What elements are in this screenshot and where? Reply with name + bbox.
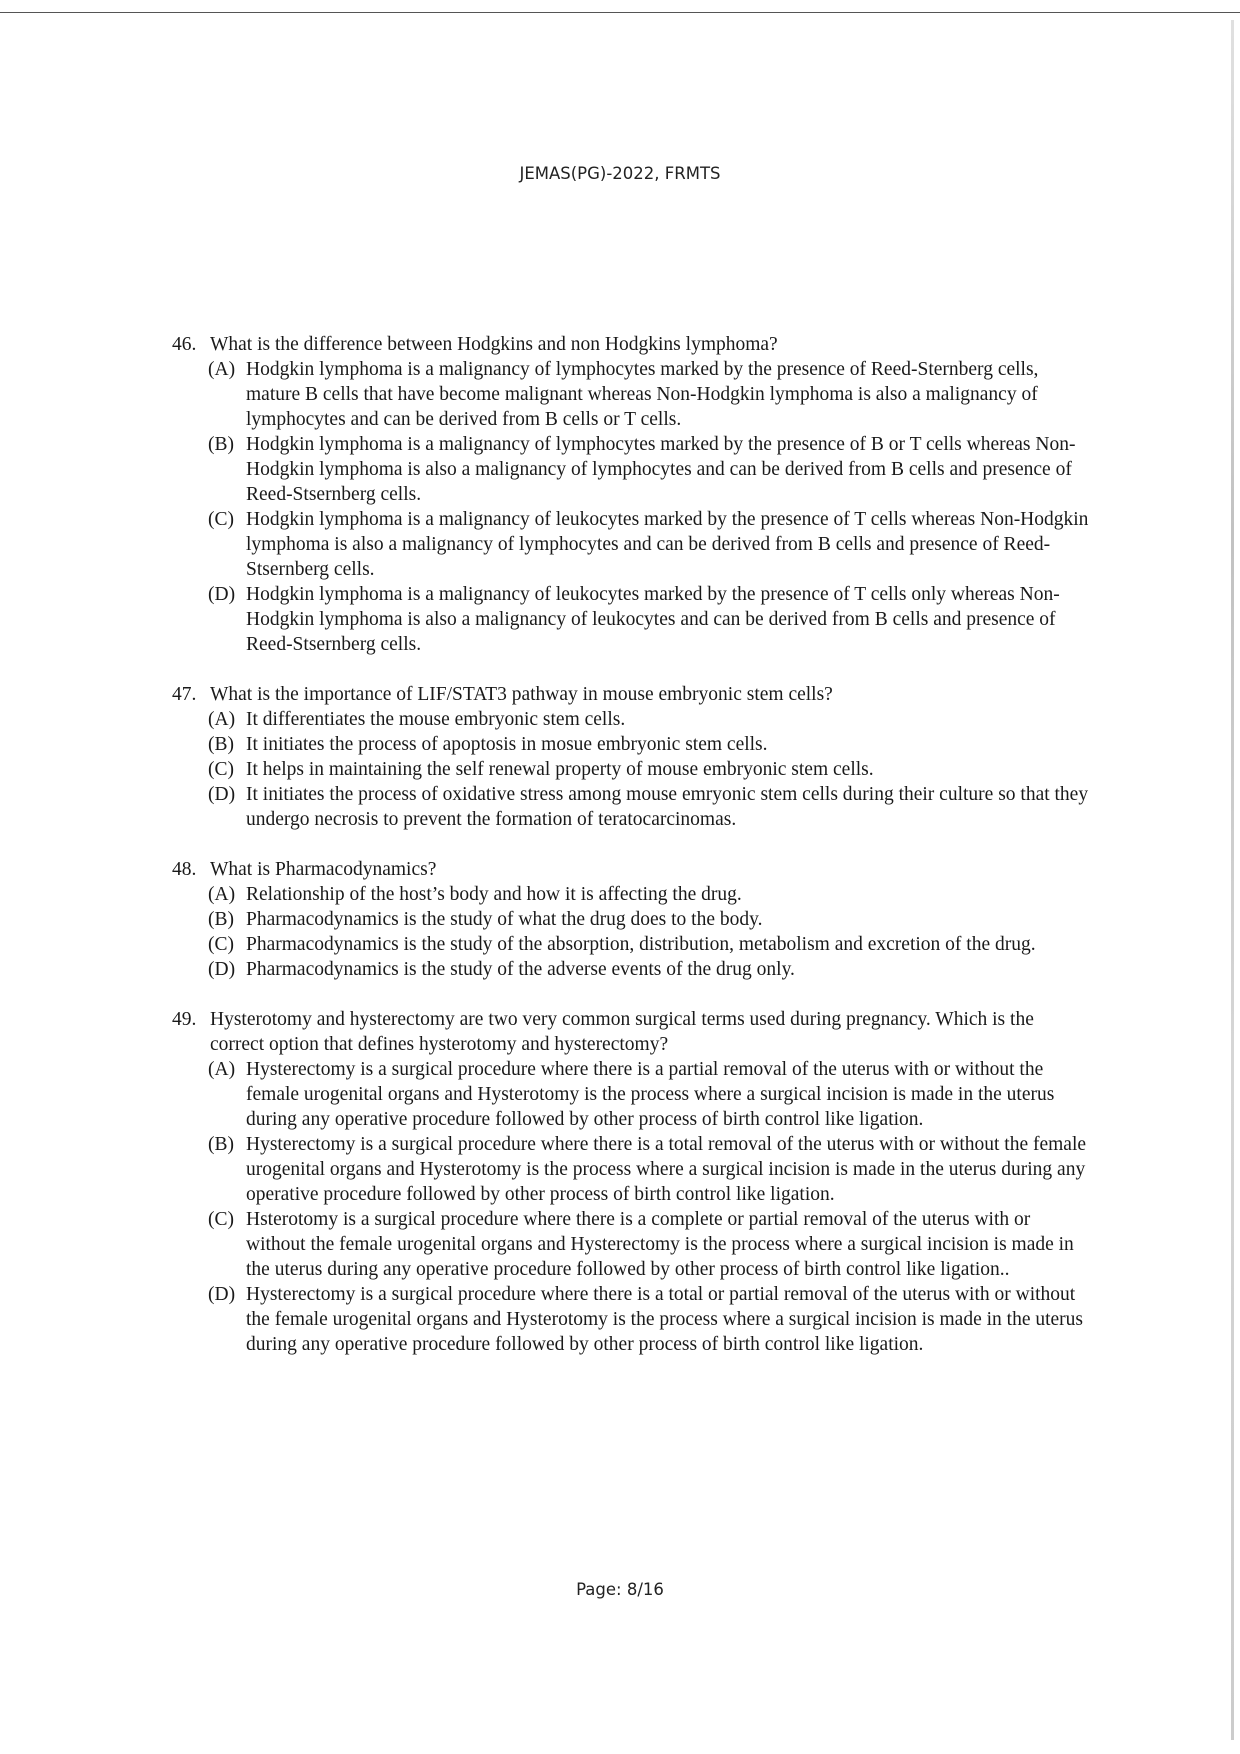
page-number: Page: 8/16 [576,1580,664,1599]
option-list [208,707,1092,832]
option-text: Pharmacodynamics is the study of the absorption, distribution, metabolism and excretion of the drug. [246,934,1036,955]
option-a [208,882,1092,907]
question-46 [172,332,1092,657]
option-b [208,1132,1092,1207]
option-c [208,932,1092,957]
question-number: 48. [172,859,197,880]
option-label: (B) [208,734,234,755]
scan-right-edge [1231,20,1234,1740]
option-c [208,757,1092,782]
option-list [208,882,1092,982]
option-text: Hsterotomy is a surgical procedure where there is a complete or partial removal of the uterus with or without the female urogenital organs and Hysterectomy is the process where a surgical incision is made in the uterus during any operative procedure followed by other process of birth control like ligation.. [246,1209,1074,1280]
option-label: (A) [208,884,236,905]
option-label: (A) [208,1059,236,1080]
option-text: Pharmacodynamics is the study of what the drug does to the body. [246,909,763,930]
option-b [208,907,1092,932]
option-label: (D) [208,1284,236,1305]
question-text: What is Pharmacodynamics? [210,859,437,880]
page-header: JEMAS(PG)-2022, FRMTS [519,164,721,183]
option-text: Pharmacodynamics is the study of the adverse events of the drug only. [246,959,795,980]
option-text: Hysterectomy is a surgical procedure where there is a total removal of the uterus with or without the female urogenital organs and Hysterotomy is the process where a surgical incision is made in the uterus during any operative procedure followed by other process of birth control like ligation. [246,1134,1087,1205]
question-stem [172,857,1092,882]
option-text: Hodgkin lymphoma is a malignancy of lymphocytes marked by the presence of B or T cells whereas Non-Hodgkin lymphoma is also a malignancy of lymphocytes and can be derived from B cells and presence of Reed-Stsernberg cells. [246,434,1076,505]
option-a [208,357,1092,432]
question-number: 47. [172,684,197,705]
option-d [208,582,1092,657]
question-48 [172,857,1092,982]
option-text: It initiates the process of oxidative stress among mouse emryonic stem cells during their culture so that they undergo necrosis to prevent the formation of teratocarcinomas. [246,784,1089,830]
option-label: (C) [208,759,234,780]
option-text: Relationship of the host’s body and how it is affecting the drug. [246,884,742,905]
question-47 [172,682,1092,832]
option-label: (B) [208,1134,234,1155]
option-text: Hysterectomy is a surgical procedure where there is a partial removal of the uterus with or without the female urogenital organs and Hysterotomy is the process where a surgical incision is made in the uterus during any operative procedure followed by other process of birth control like ligation. [246,1059,1055,1130]
question-text: Hysterotomy and hysterectomy are two very common surgical terms used during pregnancy. Which is the correct option that defines hysterotomy and hysterectomy? [210,1009,1034,1055]
question-number: 49. [172,1009,197,1030]
option-text: It initiates the process of apoptosis in mosue embryonic stem cells. [246,734,768,755]
question-stem [172,332,1092,357]
option-b [208,732,1092,757]
option-text: Hodgkin lymphoma is a malignancy of leukocytes marked by the presence of T cells only whereas Non-Hodgkin lymphoma is also a malignancy of leukocytes and can be derived from B cells and presence of Reed-Stsernberg cells. [246,584,1060,655]
option-label: (C) [208,934,234,955]
option-list [208,1057,1092,1357]
question-number: 46. [172,334,197,355]
option-label: (D) [208,584,236,605]
question-stem [172,682,1092,707]
option-b [208,432,1092,507]
option-label: (B) [208,909,234,930]
option-label: (D) [208,959,236,980]
option-a [208,1057,1092,1132]
option-label: (C) [208,509,234,530]
question-49 [172,1007,1092,1357]
question-stem [172,1007,1092,1057]
option-c [208,1207,1092,1282]
question-text: What is the difference between Hodgkins and non Hodgkins lymphoma? [210,334,778,355]
option-d [208,1282,1092,1357]
option-label: (D) [208,784,236,805]
option-label: (B) [208,434,234,455]
question-list [172,332,1092,1382]
question-text: What is the importance of LIF/STAT3 pathway in mouse embryonic stem cells? [210,684,833,705]
option-d [208,957,1092,982]
option-text: It differentiates the mouse embryonic stem cells. [246,709,626,730]
option-text: Hodgkin lymphoma is a malignancy of lymphocytes marked by the presence of Reed-Sternberg cells, mature B cells that have become malignant whereas Non-Hodgkin lymphoma is also a malignancy of lymphocytes and can be derived from B cells or T cells. [246,359,1039,430]
option-a [208,707,1092,732]
option-text: Hodgkin lymphoma is a malignancy of leukocytes marked by the presence of T cells whereas Non-Hodgkin lymphoma is also a malignancy of lymphocytes and can be derived from B cells and presence of Reed-Stsernberg cells. [246,509,1089,580]
option-list [208,357,1092,657]
option-label: (A) [208,359,236,380]
option-label: (A) [208,709,236,730]
option-c [208,507,1092,582]
option-label: (C) [208,1209,234,1230]
option-d [208,782,1092,832]
option-text: Hysterectomy is a surgical procedure where there is a total or partial removal of the uterus with or without the female urogenital organs and Hysterotomy is the process where a surgical incision is made in the uterus during any operative procedure followed by other process of birth control like ligation. [246,1284,1084,1355]
option-text: It helps in maintaining the self renewal property of mouse embryonic stem cells. [246,759,874,780]
scan-top-border [0,12,1240,13]
